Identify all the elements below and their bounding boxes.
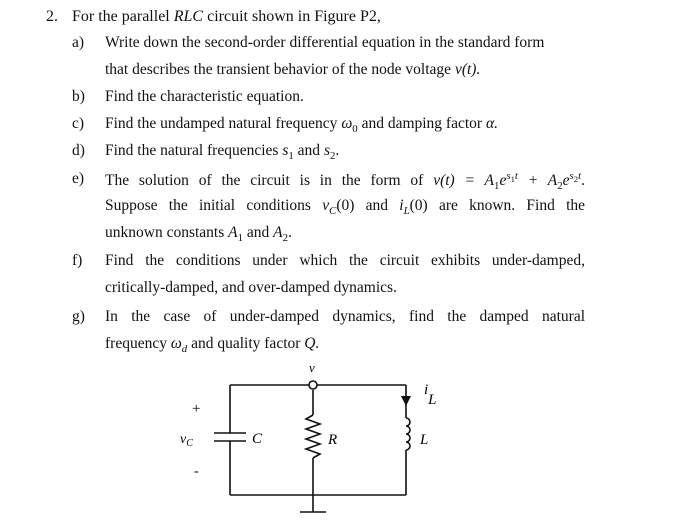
part-e-line3 [105, 224, 292, 244]
a1-sub: 1 [494, 180, 500, 193]
question-intro-post: circuit shown in Figure P2, [207, 8, 381, 25]
s1-symbol: s [282, 142, 289, 159]
il-label [424, 382, 437, 408]
part-d-text [105, 142, 339, 162]
A1-symbol: A [228, 224, 238, 241]
question-intro-rlc: RLC [173, 8, 204, 25]
part-d-end: . [335, 142, 340, 159]
part-e-solution-equation [433, 170, 586, 193]
part-a-line2 [105, 61, 480, 79]
exp2-s-sub: 2 [573, 174, 579, 185]
part-g-line2-pre: frequency [105, 335, 167, 352]
question-intro-pre: For the parallel [72, 8, 170, 25]
part-d [72, 142, 592, 168]
vc-label-sub: C [186, 438, 193, 449]
il-arg: (0) [409, 197, 428, 214]
exp2-base: e [562, 172, 570, 190]
part-e-line1 [105, 170, 585, 192]
part-a-line1: Write down the second-order differential equation in the standard form [105, 34, 545, 51]
part-d-label: d) [72, 142, 85, 159]
Q-symbol: Q. [304, 335, 320, 352]
s1-subscript: 1 [288, 150, 294, 163]
inductor-coil [406, 418, 410, 450]
a2-sub: 2 [557, 180, 563, 193]
alpha-symbol: α. [485, 115, 498, 132]
minus-sign: - [194, 464, 199, 479]
part-b-label: b) [72, 88, 85, 105]
part-a-line2-text: that describes the transient behavior of the node voltage [105, 61, 452, 78]
omega-d-symbol: ω [170, 335, 182, 352]
part-b [72, 88, 592, 114]
part-c-pre: Find the undamped natural frequency [105, 115, 338, 132]
part-e-and2: and [246, 224, 270, 241]
exp1-base: e [499, 172, 507, 190]
part-b-text: Find the characteristic equation. [105, 88, 304, 105]
part-e-line3-end: . [288, 224, 292, 241]
resistor-label: R [328, 432, 338, 448]
part-e-line2 [105, 197, 585, 217]
part-a-voltage-symbol: v(t). [454, 61, 481, 78]
part-c [72, 115, 592, 141]
current-arrow-icon [401, 396, 411, 406]
inductor-label: L [420, 432, 429, 448]
capacitor-label: C [252, 431, 263, 447]
vc-label-v: v [180, 432, 187, 447]
rlc-circuit-figure [170, 360, 470, 525]
part-c-text [105, 115, 498, 135]
exp2-t: t [578, 170, 582, 182]
il-subscript: L [403, 205, 410, 218]
part-c-label: c) [72, 115, 85, 132]
plus-sign: + [192, 401, 201, 417]
question-number: 2. [46, 8, 58, 25]
exp2-s: s [569, 170, 574, 182]
il-label-sub: L [428, 392, 437, 408]
part-c-mid: and damping factor [361, 115, 483, 132]
A1-subscript: 1 [237, 232, 244, 245]
omega-symbol: ω [341, 115, 353, 132]
A2-symbol: A [273, 224, 283, 241]
A2-subscript: 2 [282, 232, 289, 245]
vc-label [180, 432, 193, 449]
omega-d-subscript: d [181, 343, 188, 356]
vc-subscript: C [329, 205, 337, 218]
part-e-and: and [365, 197, 389, 214]
part-a-label: a) [72, 34, 85, 51]
part-e-line2-pre: Suppose the initial conditions [105, 197, 311, 214]
node-voltage-label: v [309, 360, 315, 375]
part-f-line2: critically-damped, and over-damped dynamics. [105, 279, 397, 296]
part-g-mid: and quality factor [191, 335, 301, 352]
vc-arg: (0) [336, 197, 355, 214]
part-g-label: g) [72, 308, 85, 325]
eq-lhs: v(t) = A [433, 172, 495, 190]
s2-symbol: s [323, 142, 330, 159]
s2-subscript: 2 [329, 150, 336, 163]
part-g-line2 [105, 335, 319, 355]
omega-subscript: 0 [352, 123, 358, 136]
resistor-zigzag [306, 415, 320, 458]
part-g [72, 308, 592, 362]
part-e [72, 170, 592, 250]
il-symbol: i [399, 197, 404, 214]
part-f-label: f) [72, 252, 83, 269]
part-g-line1: In the case of under-damped dynamics, find the damped natural [105, 308, 585, 325]
part-f-line1: Find the conditions under which the circuit exhibits under-damped, [105, 252, 585, 269]
part-d-pre: Find the natural frequencies [105, 142, 279, 159]
question-heading [46, 8, 381, 26]
node-terminal [309, 381, 317, 389]
part-d-and: and [297, 142, 321, 159]
eq-end: . [581, 172, 586, 190]
eq-plus-a: + A [517, 172, 558, 190]
il-label-i: i [424, 382, 429, 398]
exp1-s-sub: 1 [510, 174, 515, 185]
part-e-line3-pre: unknown constants [105, 224, 225, 241]
part-e-line1-text: The solution of the circuit is in the form of [105, 172, 424, 190]
part-e-line2-post: are known. Find the [438, 197, 586, 214]
part-e-label: e) [72, 170, 85, 187]
part-f [72, 252, 592, 306]
exp1-s: s [506, 170, 511, 182]
exp1-t: t [514, 170, 518, 182]
part-a [72, 34, 592, 88]
vc-symbol: v [322, 197, 330, 214]
